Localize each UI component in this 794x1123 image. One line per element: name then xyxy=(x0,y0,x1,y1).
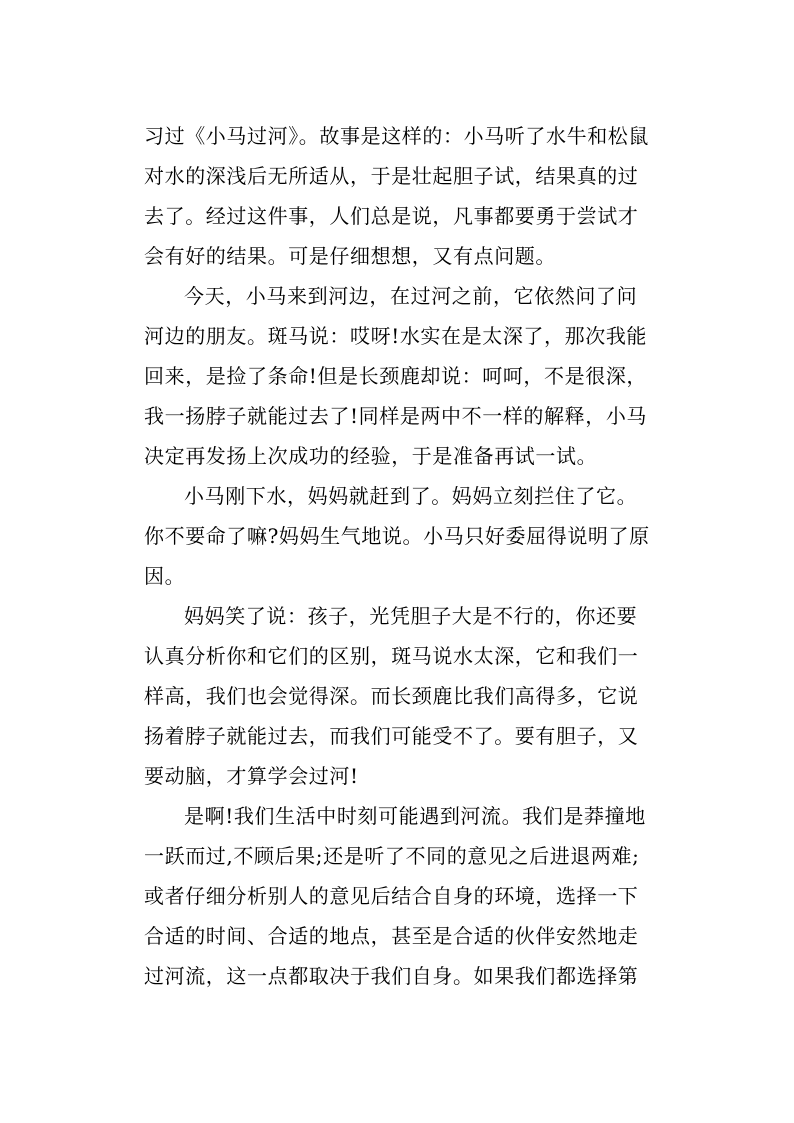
text-line: 今天，小马来到河边，在过河之前，它依然问了问 xyxy=(184,284,638,308)
text-line: 去了。经过这件事，人们总是说，凡事都要勇于尝试才 xyxy=(144,204,639,228)
text-line: 小马刚下水，妈妈就赶到了。妈妈立刻拦住了它。 xyxy=(184,484,638,508)
text-line: 要动脑，才算学会过河! xyxy=(144,764,359,788)
paragraph-2 xyxy=(144,276,664,476)
text-line: 一跃而过,不顾后果;还是听了不同的意见之后进退两难; xyxy=(144,844,640,868)
text-line: 习过《小马过河》。故事是这样的：小马听了水牛和松鼠 xyxy=(144,124,649,148)
text-line: 回来，是捡了条命!但是长颈鹿却说：呵呵，不是很深， xyxy=(144,364,648,388)
text-line: 扬着脖子就能过去，而我们可能受不了。要有胆子，又 xyxy=(144,724,639,748)
paragraph-1 xyxy=(144,116,664,276)
text-line: 或者仔细分析别人的意见后结合自身的环境，选择一下 xyxy=(144,884,639,908)
text-line: 我一扬脖子就能过去了!同样是两中不一样的解释，小马 xyxy=(144,404,648,428)
paragraph-3 xyxy=(144,476,664,596)
text-line: 样高，我们也会觉得深。而长颈鹿比我们高得多，它说 xyxy=(144,684,639,708)
text-line: 你不要命了嘛?妈妈生气地说。小马只好委屈得说明了原 xyxy=(144,524,650,548)
text-line: 决定再发扬上次成功的经验，于是准备再试一试。 xyxy=(144,444,598,468)
document-page xyxy=(144,116,664,996)
paragraph-4 xyxy=(144,596,664,796)
text-line: 是啊!我们生活中时刻可能遇到河流。我们是莽撞地 xyxy=(184,804,646,828)
text-line: 过河流，这一点都取决于我们自身。如果我们都选择第 xyxy=(144,964,639,988)
text-line: 认真分析你和它们的区别，斑马说水太深，它和我们一 xyxy=(144,644,639,668)
paragraph-5 xyxy=(144,796,664,996)
text-line: 妈妈笑了说：孩子，光凭胆子大是不行的，你还要 xyxy=(184,604,638,628)
text-line: 合适的时间、合适的地点，甚至是合适的伙伴安然地走 xyxy=(144,924,639,948)
text-line: 河边的朋友。斑马说：哎呀!水实在是太深了，那次我能 xyxy=(144,324,648,348)
text-line: 会有好的结果。可是仔细想想，又有点问题。 xyxy=(144,244,556,268)
text-line: 对水的深浅后无所适从，于是壮起胆子试，结果真的过 xyxy=(144,164,639,188)
text-line: 因。 xyxy=(144,564,186,588)
